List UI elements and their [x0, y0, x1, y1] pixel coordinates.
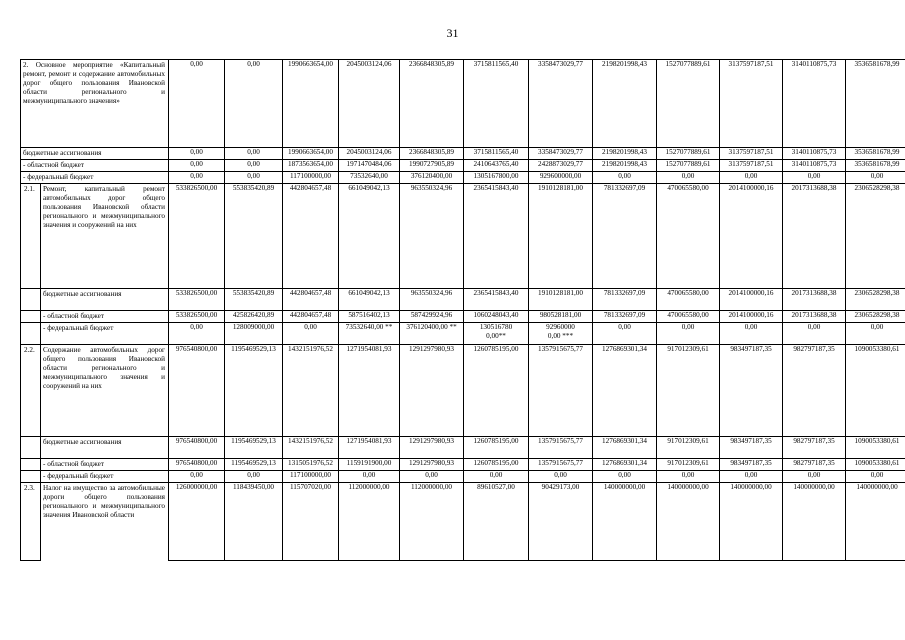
table-cell: 1527077889,61 [657, 148, 720, 160]
table-cell: 1195469529,13 [225, 459, 283, 471]
table-row [21, 60, 905, 148]
row-label: - федеральный бюджет [21, 172, 169, 184]
row-number-empty [21, 323, 41, 345]
table-row [21, 459, 905, 471]
table-cell: 89610527,00 [464, 483, 529, 561]
table-cell: 1357915675,77 [529, 437, 593, 459]
table-cell: 0,00 [169, 148, 225, 160]
table-cell: 112000000,00 [339, 483, 400, 561]
table-cell: 2017313688,38 [783, 289, 846, 311]
table-cell: 587429924,96 [400, 311, 464, 323]
table-cell: 1527077889,61 [657, 160, 720, 172]
table-cell: 2045003124,06 [339, 148, 400, 160]
table-cell: 0,00 [720, 471, 783, 483]
table-cell: 2017313688,38 [783, 311, 846, 323]
table-cell: 1090053380,61 [846, 345, 905, 437]
table-cell: 2017313688,38 [783, 184, 846, 289]
table-cell: 2306528298,38 [846, 311, 905, 323]
table-cell: 118439450,00 [225, 483, 283, 561]
table-cell: 0,00 [169, 471, 225, 483]
table-cell: 3715811565,40 [464, 148, 529, 160]
table-cell: 126000000,00 [169, 483, 225, 561]
table-cell: 2198201998,43 [593, 60, 657, 148]
table-cell: 470065580,00 [657, 311, 720, 323]
table-cell: 470065580,00 [657, 289, 720, 311]
table-row [21, 471, 905, 483]
row-label: бюджетные ассигнования [21, 148, 169, 160]
table-cell: 533826500,00 [169, 289, 225, 311]
table-cell: 3358473029,77 [529, 148, 593, 160]
table-cell: 1276869301,34 [593, 345, 657, 437]
table-cell: 781332697,09 [593, 289, 657, 311]
table-cell: 976540800,00 [169, 437, 225, 459]
table-cell: 3140110875,73 [783, 148, 846, 160]
table-cell: 0,00 [225, 471, 283, 483]
table-row [21, 148, 905, 160]
table-cell: 963550324,96 [400, 289, 464, 311]
row-label: - областной бюджет [21, 160, 169, 172]
table-row [21, 172, 905, 184]
table-cell: 0,00 [657, 323, 720, 345]
table-cell: 1276869301,34 [593, 459, 657, 471]
table-cell: 140000000,00 [783, 483, 846, 561]
budget-table [20, 59, 905, 561]
table-cell: 2428873029,77 [529, 160, 593, 172]
table-cell: 1315051976,52 [283, 459, 339, 471]
table-cell: 533826500,00 [169, 311, 225, 323]
table-cell: 917012309,61 [657, 437, 720, 459]
table-cell: 117100000,00 [283, 172, 339, 184]
table-cell: 470065580,00 [657, 184, 720, 289]
table-cell: 130516780 0,00** [464, 323, 529, 345]
table-cell: 73532640,00 [339, 172, 400, 184]
table-cell: 1291297980,93 [400, 437, 464, 459]
table-cell: 140000000,00 [657, 483, 720, 561]
table-cell: 140000000,00 [846, 483, 905, 561]
table-cell: 3140110875,73 [783, 160, 846, 172]
table-row [21, 184, 905, 289]
table-cell: 1910128181,00 [529, 289, 593, 311]
table-cell: 0,00 [169, 60, 225, 148]
table-cell: 0,00 [593, 471, 657, 483]
table-cell: 982797187,35 [783, 437, 846, 459]
table-cell: 0,00 [720, 172, 783, 184]
table-cell: 3536581678,99 [846, 148, 905, 160]
table-cell: 1271954081,93 [339, 437, 400, 459]
table-cell: 982797187,35 [783, 459, 846, 471]
table-cell: 0,00 [783, 323, 846, 345]
table-cell: 917012309,61 [657, 459, 720, 471]
table-cell: 0,00 [225, 172, 283, 184]
table-row [21, 323, 905, 345]
table-cell: 1357915675,77 [529, 345, 593, 437]
table-cell: 112000000,00 [400, 483, 464, 561]
table-cell: 140000000,00 [593, 483, 657, 561]
table-cell: 115707020,00 [283, 483, 339, 561]
table-cell: 1291297980,93 [400, 345, 464, 437]
table-cell: 3715811565,40 [464, 60, 529, 148]
table-cell: 0,00 [464, 471, 529, 483]
table-cell: 661049042,13 [339, 289, 400, 311]
table-cell: 1276869301,34 [593, 437, 657, 459]
row-number-empty [21, 459, 41, 471]
table-cell: 1060248043,40 [464, 311, 529, 323]
row-number-empty [21, 289, 41, 311]
table-cell: 976540800,00 [169, 459, 225, 471]
table-cell: 3137597187,51 [720, 60, 783, 148]
table-cell: 0,00 [283, 323, 339, 345]
table-cell: 1527077889,61 [657, 60, 720, 148]
table-cell: 0,00 [783, 172, 846, 184]
table-cell: 1357915675,77 [529, 459, 593, 471]
table-cell: 983497187,35 [720, 345, 783, 437]
table-cell: 140000000,00 [720, 483, 783, 561]
table-cell: 2306528298,38 [846, 184, 905, 289]
table-cell: 1432151976,52 [283, 345, 339, 437]
table-cell: 1990663654,00 [283, 148, 339, 160]
table-cell: 1432151976,52 [283, 437, 339, 459]
row-label: - федеральный бюджет [41, 323, 169, 345]
table-cell: 3140110875,73 [783, 60, 846, 148]
table-cell: 1271954081,93 [339, 345, 400, 437]
table-cell: 2365415843,40 [464, 184, 529, 289]
table-cell: 1195469529,13 [225, 437, 283, 459]
table-cell: 1260785195,00 [464, 345, 529, 437]
row-number-empty [21, 311, 41, 323]
table-cell: 2014100000,16 [720, 184, 783, 289]
row-number-empty [21, 471, 41, 483]
row-name: 2. Основное мероприятие «Капитальный ремонт, ремонт и содержание автомобильных дорог общего пользования Ивановской области регионального и межмуниципального значения» [21, 60, 169, 148]
table-cell: 3536581678,99 [846, 160, 905, 172]
table-row [21, 289, 905, 311]
table-cell: 1910128181,00 [529, 184, 593, 289]
table-cell: 117100000,00 [283, 471, 339, 483]
table-cell: 963550324,96 [400, 184, 464, 289]
table-cell: 2306528298,38 [846, 289, 905, 311]
table-cell: 3137597187,51 [720, 160, 783, 172]
table-row [21, 160, 905, 172]
table-cell: 1873563654,00 [283, 160, 339, 172]
table-cell: 2198201998,43 [593, 160, 657, 172]
table-cell: 1195469529,13 [225, 345, 283, 437]
table-cell: 1090053380,61 [846, 459, 905, 471]
table-cell: 1990663654,00 [283, 60, 339, 148]
table-cell: 376120400,00 [400, 172, 464, 184]
table-cell: 0,00 [400, 471, 464, 483]
row-number: 2.2. [21, 345, 41, 437]
table-cell: 1971470484,06 [339, 160, 400, 172]
table-row [21, 345, 905, 437]
table-cell: 0,00 [225, 60, 283, 148]
table-cell: 0,00 [720, 323, 783, 345]
row-label: бюджетные ассигнования [41, 289, 169, 311]
row-label: бюджетные ассигнования [41, 437, 169, 459]
row-number-empty [21, 437, 41, 459]
table-cell: 2366848305,89 [400, 148, 464, 160]
table-row [21, 437, 905, 459]
table-cell: 0,00 [593, 323, 657, 345]
table-cell: 2014100000,16 [720, 311, 783, 323]
row-label: - областной бюджет [41, 311, 169, 323]
table-cell: 2366848305,89 [400, 60, 464, 148]
table-cell: 1090053380,61 [846, 437, 905, 459]
table-cell: 3137597187,51 [720, 148, 783, 160]
table-cell: 0,00 [846, 323, 905, 345]
table-cell: 0,00 [593, 172, 657, 184]
table-cell: 92960000 0,00 *** [529, 323, 593, 345]
table-cell: 442804657,48 [283, 289, 339, 311]
table-cell: 929600000,00 [529, 172, 593, 184]
table-cell: 533826500,00 [169, 184, 225, 289]
table-cell: 0,00 [846, 471, 905, 483]
table-cell: 2198201998,43 [593, 148, 657, 160]
table-cell: 781332697,09 [593, 184, 657, 289]
table-cell: 0,00 [169, 160, 225, 172]
page-number: 31 [446, 26, 459, 40]
table-cell: 980528181,00 [529, 311, 593, 323]
table-cell: 2014100000,16 [720, 289, 783, 311]
table-cell: 781332697,09 [593, 311, 657, 323]
table-cell: 442804657,48 [283, 311, 339, 323]
row-name: Налог на имущество за автомобильные дороги общего пользования регионального и межмуниципального значения Ивановской области [41, 483, 169, 561]
table-cell: 1305167800,00 [464, 172, 529, 184]
table-cell: 976540800,00 [169, 345, 225, 437]
table-cell: 0,00 [225, 148, 283, 160]
table-cell: 0,00 [225, 160, 283, 172]
table-cell: 587516402,13 [339, 311, 400, 323]
table-cell: 1260785195,00 [464, 459, 529, 471]
table-cell: 442804657,48 [283, 184, 339, 289]
table-cell: 3536581678,99 [846, 60, 905, 148]
table-cell: 0,00 [529, 471, 593, 483]
table-cell: 3358473029,77 [529, 60, 593, 148]
table-cell: 917012309,61 [657, 345, 720, 437]
table-cell: 553835420,89 [225, 184, 283, 289]
row-label: - областной бюджет [41, 459, 169, 471]
table-cell: 1990727905,89 [400, 160, 464, 172]
table-cell: 983497187,35 [720, 459, 783, 471]
table-cell: 661049042,13 [339, 184, 400, 289]
table-cell: 2365415843,40 [464, 289, 529, 311]
table-cell: 376120400,00 ** [400, 323, 464, 345]
table-cell: 2045003124,06 [339, 60, 400, 148]
table-cell: 128009000,00 [225, 323, 283, 345]
table-cell: 0,00 [846, 172, 905, 184]
table-cell: 73532640,00 ** [339, 323, 400, 345]
table-row [21, 311, 905, 323]
table-cell: 0,00 [783, 471, 846, 483]
table-cell: 2410643765,40 [464, 160, 529, 172]
table-row [21, 483, 905, 561]
table-cell: 0,00 [169, 172, 225, 184]
row-number: 2.1. [21, 184, 41, 289]
table-cell: 1291297980,93 [400, 459, 464, 471]
table-cell: 90429173,00 [529, 483, 593, 561]
table-cell: 425826420,89 [225, 311, 283, 323]
table-cell: 1159191900,00 [339, 459, 400, 471]
row-name: Ремонт, капитальный ремонт автомобильных дорог общего пользования Ивановской области регионального и межмуниципального значения и сооружений на них [41, 184, 169, 289]
row-number: 2.3. [21, 483, 41, 561]
table-cell: 0,00 [657, 471, 720, 483]
table-cell: 0,00 [339, 471, 400, 483]
row-label: - федеральный бюджет [41, 471, 169, 483]
table-cell: 553835420,89 [225, 289, 283, 311]
table-cell: 1260785195,00 [464, 437, 529, 459]
row-name: Содержание автомобильных дорог общего пользования Ивановской области регионального и межмуниципального значения и сооружений на них [41, 345, 169, 437]
table-cell: 982797187,35 [783, 345, 846, 437]
table-cell: 983497187,35 [720, 437, 783, 459]
table-cell: 0,00 [657, 172, 720, 184]
table-cell: 0,00 [169, 323, 225, 345]
